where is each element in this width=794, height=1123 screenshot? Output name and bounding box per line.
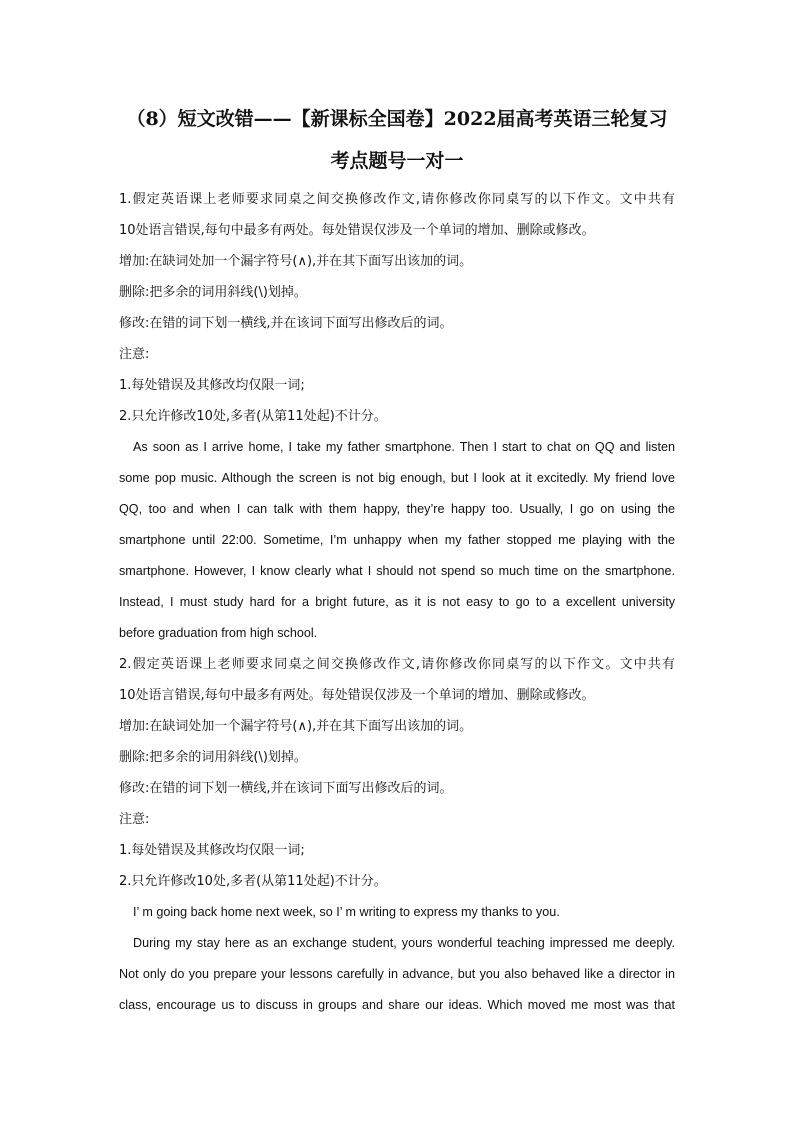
document-body (119, 184, 675, 1021)
q1-passage-line: As soon as I arrive home, I take my father smartphone. Then I start to chat on QQ and listen (133, 440, 675, 454)
q2-delete-rule: 删除:把多余的词用斜线(\)划掉。 (119, 750, 307, 765)
q2-passage-line: Not only do you prepare your lessons carefully in advance, but you also behaved like a director in (119, 967, 675, 981)
q2-note-1: 1.每处错误及其修改均仅限一词; (119, 843, 305, 858)
q1-passage-line: QQ, too and when I can talk with them happy, they’re happy too. Usually, I go on using the (119, 502, 675, 516)
q2-passage-line: During my stay here as an exchange student, yours wonderful teaching impressed me deeply. (133, 936, 675, 950)
q2-passage-line: I’ m going back home next week, so I’ m writing to express my thanks to you. (133, 905, 560, 919)
q1-modify-rule: 修改:在错的词下划一横线,并在该词下面写出修改后的词。 (119, 316, 453, 331)
q1-instruction-line-2: 10处语言错误,每句中最多有两处。每处错误仅涉及一个单词的增加、删除或修改。 (119, 223, 595, 238)
q2-instruction-line-1: 2.假定英语课上老师要求同桌之间交换修改作文,请你修改你同桌写的以下作文。文中共有 (119, 657, 675, 672)
q2-modify-rule: 修改:在错的词下划一横线,并在该词下面写出修改后的词。 (119, 781, 453, 796)
q1-passage-line: smartphone until 22:00. Sometime, I’m unhappy when my father stopped me playing with the (119, 533, 675, 547)
q2-instruction-line-2: 10处语言错误,每句中最多有两处。每处错误仅涉及一个单词的增加、删除或修改。 (119, 688, 595, 703)
document-title-line-1: （8）短文改错——【新课标全国卷】2022届高考英语三轮复习 (126, 108, 668, 130)
q1-note-heading: 注意: (119, 347, 150, 362)
q2-add-rule: 增加:在缺词处加一个漏字符号(∧),并在其下面写出该加的词。 (119, 719, 473, 734)
q1-passage-line: before graduation from high school. (119, 626, 318, 640)
q1-add-rule: 增加:在缺词处加一个漏字符号(∧),并在其下面写出该加的词。 (119, 254, 473, 269)
q1-passage-line: some pop music. Although the screen is not big enough, but I look at it excitedly. My friend love (119, 471, 675, 485)
q1-instruction-line-1: 1.假定英语课上老师要求同桌之间交换修改作文,请你修改你同桌写的以下作文。文中共有 (119, 192, 675, 207)
q1-passage-line: Instead, I must study hard for a bright future, as it is not easy to go to a excellent university (119, 595, 675, 609)
q1-note-2: 2.只允许修改10处,多者(从第11处起)不计分。 (119, 409, 387, 424)
q1-delete-rule: 删除:把多余的词用斜线(\)划掉。 (119, 285, 307, 300)
q2-note-heading: 注意: (119, 812, 150, 827)
document-title-line-2: 考点题号一对一 (330, 150, 464, 172)
q1-note-1: 1.每处错误及其修改均仅限一词; (119, 378, 305, 393)
q2-note-2: 2.只允许修改10处,多者(从第11处起)不计分。 (119, 874, 387, 889)
q1-passage-line: smartphone. However, I know clearly what I should not spend so much time on the smartphone. (119, 564, 675, 578)
q2-passage-line: class, encourage us to discuss in groups and share our ideas. Which moved me most was that (119, 998, 675, 1012)
